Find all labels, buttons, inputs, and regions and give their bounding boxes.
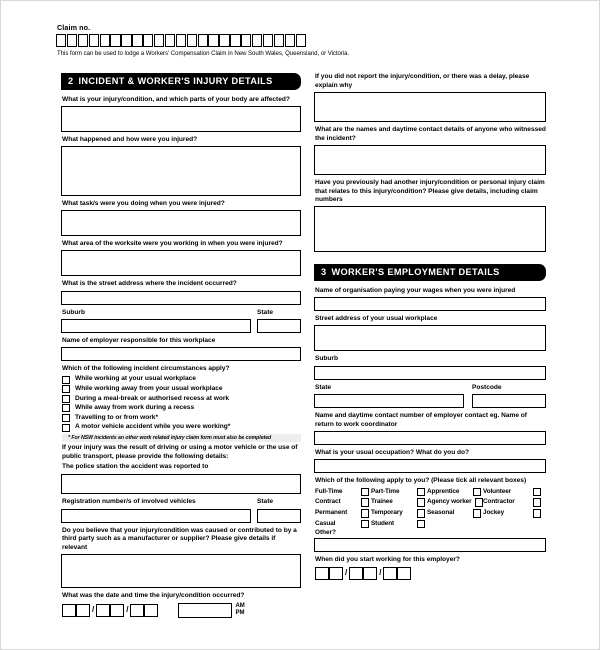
input-workplace-postcode[interactable] <box>472 394 546 408</box>
employment-type-row <box>315 498 547 507</box>
input-registration[interactable] <box>61 509 251 523</box>
claim-no-box-17[interactable] <box>230 34 240 47</box>
text-motor-vehicle-instructions: If your injury was the result of driving or using a motor vehicle or the use of public transport, please provide the following details: <box>62 443 298 460</box>
incident-date-time-row <box>62 603 301 618</box>
start-date-year-2[interactable] <box>397 567 411 580</box>
label-previous-claim: Have you previously had another injury/condition or personal injury claim that relates to this injury/condition? Please give details, including claim numbers <box>315 178 545 204</box>
am-label: AM <box>235 602 245 609</box>
date-separator-1: / <box>92 605 95 615</box>
checkbox-icon[interactable] <box>417 509 426 518</box>
input-org-name[interactable] <box>314 297 546 311</box>
employment-type-student[interactable] <box>371 520 427 529</box>
label-workplace-address: Street address of your usual workplace <box>315 315 438 323</box>
input-workplace-state[interactable] <box>314 394 464 408</box>
circumstance-label: While away from work during a recess <box>75 404 195 412</box>
start-date-month-2[interactable] <box>363 567 377 580</box>
checkbox-icon[interactable] <box>533 498 542 507</box>
start-date-row <box>315 567 546 580</box>
checkbox-icon[interactable] <box>417 498 426 507</box>
checkbox-icon[interactable] <box>62 376 70 384</box>
claim-no-box-2[interactable] <box>67 34 77 47</box>
circumstance-label: Travelling to or from work* <box>75 413 158 421</box>
employment-type-label: Casual <box>315 519 336 527</box>
claim-no-box-1[interactable] <box>56 34 66 47</box>
input-third-party[interactable] <box>61 554 301 588</box>
circumstance-option-1[interactable] <box>62 376 301 384</box>
checkbox-icon[interactable] <box>533 509 542 518</box>
date-year-2[interactable] <box>144 604 158 617</box>
employment-type-label: Part-Time <box>371 487 400 495</box>
employment-type-row <box>315 488 547 497</box>
start-date-separator-1: / <box>345 568 348 578</box>
employment-type-casual[interactable] <box>315 520 371 529</box>
input-workplace-suburb[interactable] <box>314 366 546 380</box>
claim-no-box-5[interactable] <box>100 34 110 47</box>
input-previous-claim[interactable] <box>314 206 546 252</box>
circumstance-label: A motor vehicle accident while you were working* <box>75 423 231 431</box>
start-date-month-1[interactable] <box>349 567 363 580</box>
checkbox-icon[interactable] <box>361 498 370 507</box>
section-title: INCIDENT & WORKER'S INJURY DETAILS <box>78 76 273 86</box>
employment-type-contractor[interactable] <box>483 498 541 507</box>
claim-no-box-6[interactable] <box>110 34 120 47</box>
left-column <box>61 73 301 618</box>
checkbox-icon[interactable] <box>417 520 426 529</box>
input-delay-explain[interactable] <box>314 92 546 122</box>
label-third-party: Do you believe that your injury/condition was caused or contributed to by a third party such as a manufacturer or supplier? Please give details if relevant <box>62 526 297 551</box>
checkbox-icon[interactable] <box>361 509 370 518</box>
employment-type-label: Seasonal <box>427 509 455 517</box>
claim-no-box-13[interactable] <box>187 34 197 47</box>
input-workplace-address[interactable] <box>314 325 546 351</box>
claim-no-label: Claim no. <box>57 23 91 32</box>
claim-no-box-19[interactable] <box>252 34 262 47</box>
date-month-2[interactable] <box>110 604 124 617</box>
checkbox-icon[interactable] <box>417 488 426 497</box>
state-postcode-inputs <box>314 394 546 408</box>
employment-type-label: Temporary <box>371 509 403 517</box>
employment-type-label: Contract <box>315 498 341 506</box>
section-number: 2 <box>68 76 74 86</box>
date-day-1[interactable] <box>62 604 76 617</box>
circumstance-option-3[interactable] <box>62 395 301 403</box>
checkbox-icon[interactable] <box>62 414 70 422</box>
claim-no-box-10[interactable] <box>154 34 164 47</box>
label-start-date: When did you start working for this employer? <box>315 556 460 564</box>
input-street-address[interactable] <box>61 291 301 305</box>
state-postcode-labels <box>314 380 546 394</box>
label-police-station: The police station the accident was reported to <box>62 463 209 471</box>
employment-type-grid <box>315 488 547 529</box>
employment-type-volunteer[interactable] <box>483 488 541 497</box>
date-month-1[interactable] <box>96 604 110 617</box>
footnote-nsw: * For NSW incidents an other work related injury claim form must also be completed <box>62 434 301 442</box>
checkbox-icon[interactable] <box>62 424 70 432</box>
label-other-employment: Other? <box>315 529 336 537</box>
claim-no-box-3[interactable] <box>78 34 88 47</box>
form-legal-note: This form can be used to lodge a Workers' Compensation Claim in New South Wales, Queensland, or Victoria. <box>57 50 350 57</box>
checkbox-icon[interactable] <box>62 404 70 412</box>
input-suburb[interactable] <box>61 319 251 333</box>
checkbox-icon[interactable] <box>62 395 70 403</box>
form-sheet <box>56 23 546 633</box>
section-header-incident <box>61 73 301 90</box>
label-date-time: What was the date and time the injury/condition occurred? <box>62 592 245 600</box>
input-occupation[interactable] <box>314 459 546 473</box>
circumstance-option-6[interactable] <box>62 424 301 432</box>
checkbox-icon[interactable] <box>533 488 542 497</box>
employment-type-label: Full-Time <box>315 487 343 495</box>
input-state[interactable] <box>257 319 301 333</box>
suburb-state-inputs <box>61 319 301 333</box>
employment-type-label: Student <box>371 519 395 527</box>
suburb-state-labels <box>61 305 301 319</box>
label-workplace-state: State <box>315 383 332 391</box>
label-occupation: What is your usual occupation? What do you do? <box>315 448 470 456</box>
date-day-2[interactable] <box>76 604 90 617</box>
section-title-employment: WORKER'S EMPLOYMENT DETAILS <box>331 267 500 278</box>
label-workplace-postcode: Postcode <box>472 383 502 391</box>
label-tasks: What task/s were you doing when you were injured? <box>62 199 225 207</box>
input-state-2[interactable] <box>257 509 301 523</box>
claim-no-box-7[interactable] <box>121 34 131 47</box>
claim-no-box-18[interactable] <box>241 34 251 47</box>
employment-type-trainee[interactable] <box>371 498 427 507</box>
label-employer-contact: Name and daytime contact number of employer contact eg. Name of return to work coordinator <box>315 411 527 428</box>
registration-state-labels <box>61 494 301 508</box>
input-police-station[interactable] <box>61 474 301 494</box>
employment-type-jockey[interactable] <box>483 509 541 518</box>
employment-type-label: Volunteer <box>483 487 512 495</box>
section-header-employment <box>314 264 546 281</box>
label-state: State <box>257 308 274 316</box>
employment-type-seasonal[interactable] <box>427 509 483 518</box>
circumstance-option-5[interactable] <box>62 414 301 422</box>
section-number-employment: 3 <box>321 267 327 278</box>
label-street-address: What is the street address where the incident occurred? <box>62 280 237 288</box>
employment-type-temporary[interactable] <box>371 509 427 518</box>
input-tasks[interactable] <box>61 210 301 236</box>
input-what-happened[interactable] <box>61 146 301 196</box>
label-workplace-suburb: Suburb <box>315 355 338 363</box>
claim-no-box-15[interactable] <box>208 34 218 47</box>
employment-type-part-time[interactable] <box>371 488 427 497</box>
employment-type-label: Jockey <box>483 509 505 517</box>
employment-type-label: Apprentice <box>427 487 460 495</box>
employment-type-apprentice[interactable] <box>427 488 483 497</box>
claim-no-box-9[interactable] <box>143 34 153 47</box>
claim-no-box-23[interactable] <box>296 34 306 47</box>
label-witnesses: What are the names and daytime contact details of anyone who witnessed the incident? <box>315 125 546 142</box>
label-employer-name: Name of employer responsible for this workplace <box>62 336 216 344</box>
label-circumstances: Which of the following incident circumstances apply? <box>62 365 230 372</box>
claim-no-block <box>56 23 546 57</box>
label-worksite-area: What area of the worksite were you working in when you were injured? <box>62 240 283 248</box>
input-worksite-area[interactable] <box>61 250 301 276</box>
pm-label: PM <box>235 610 245 617</box>
claim-no-box-14[interactable] <box>198 34 208 47</box>
label-org-name: Name of organisation paying your wages when you were injured <box>315 287 516 294</box>
claim-no-box-22[interactable] <box>285 34 295 47</box>
checkbox-icon[interactable] <box>473 488 482 497</box>
input-other-employment[interactable] <box>314 538 546 552</box>
date-separator-2: / <box>126 605 129 615</box>
employment-type-label: Agency worker <box>427 498 472 506</box>
start-date-day-1[interactable] <box>315 567 329 580</box>
claim-no-box-20[interactable] <box>263 34 273 47</box>
employment-type-contract[interactable] <box>315 498 371 507</box>
start-date-year-1[interactable] <box>383 567 397 580</box>
incident-time-group <box>178 603 244 618</box>
input-employer-contact[interactable] <box>314 431 546 445</box>
employment-type-row <box>315 509 547 518</box>
checkbox-icon[interactable] <box>473 509 482 518</box>
claim-no-box-11[interactable] <box>165 34 175 47</box>
label-which-apply: Which of the following apply to you? (Please tick all relevant boxes) <box>315 476 527 484</box>
claim-no-box-12[interactable] <box>176 34 186 47</box>
label-what-happened: What happened and how were you injured? <box>62 135 198 143</box>
checkbox-icon[interactable] <box>361 520 370 529</box>
input-incident-time[interactable] <box>178 603 232 618</box>
input-injury-condition[interactable] <box>61 106 301 132</box>
employment-type-full-time[interactable] <box>315 488 371 497</box>
employment-type-agency-worker[interactable] <box>427 498 483 507</box>
start-date-separator-2: / <box>379 568 382 578</box>
circumstance-option-2[interactable] <box>62 385 301 393</box>
label-suburb: Suburb <box>62 308 85 316</box>
employment-type-label: Permanent <box>315 509 348 517</box>
start-date-day-2[interactable] <box>329 567 343 580</box>
checkbox-icon[interactable] <box>361 488 370 497</box>
employment-type-label: Contractor <box>483 498 515 506</box>
label-registration: Registration number/s of involved vehicles <box>62 498 196 506</box>
circumstance-option-4[interactable] <box>62 404 301 412</box>
label-state-2: State <box>257 498 274 506</box>
claim-no-box-8[interactable] <box>132 34 142 47</box>
employment-type-label: Trainee <box>371 498 393 506</box>
checkbox-list-circumstances <box>62 376 301 432</box>
registration-state-inputs <box>61 509 301 523</box>
circumstance-label: While working away from your usual workplace <box>75 385 223 392</box>
employment-type-permanent[interactable] <box>315 509 371 518</box>
claim-no-box-21[interactable] <box>274 34 284 47</box>
right-column <box>314 73 546 580</box>
label-delay-explain: If you did not report the injury/condition, or there was a delay, please explain why <box>315 73 530 89</box>
claim-no-input-boxes[interactable] <box>56 34 546 47</box>
checkbox-icon[interactable] <box>62 385 70 393</box>
employment-type-row <box>315 520 547 529</box>
input-witnesses[interactable] <box>314 145 546 175</box>
checkbox-icon[interactable] <box>475 498 484 507</box>
circumstance-label: During a meal-break or authorised recess at work <box>75 394 230 402</box>
circumstance-label: While working at your usual workplace <box>75 375 196 383</box>
claim-no-box-4[interactable] <box>89 34 99 47</box>
input-employer-name[interactable] <box>61 347 301 361</box>
claim-no-box-16[interactable] <box>219 34 229 47</box>
am-pm-labels <box>235 603 244 618</box>
date-year-1[interactable] <box>130 604 144 617</box>
label-injury-condition: What is your injury/condition, and which parts of your body are affected? <box>62 95 290 103</box>
